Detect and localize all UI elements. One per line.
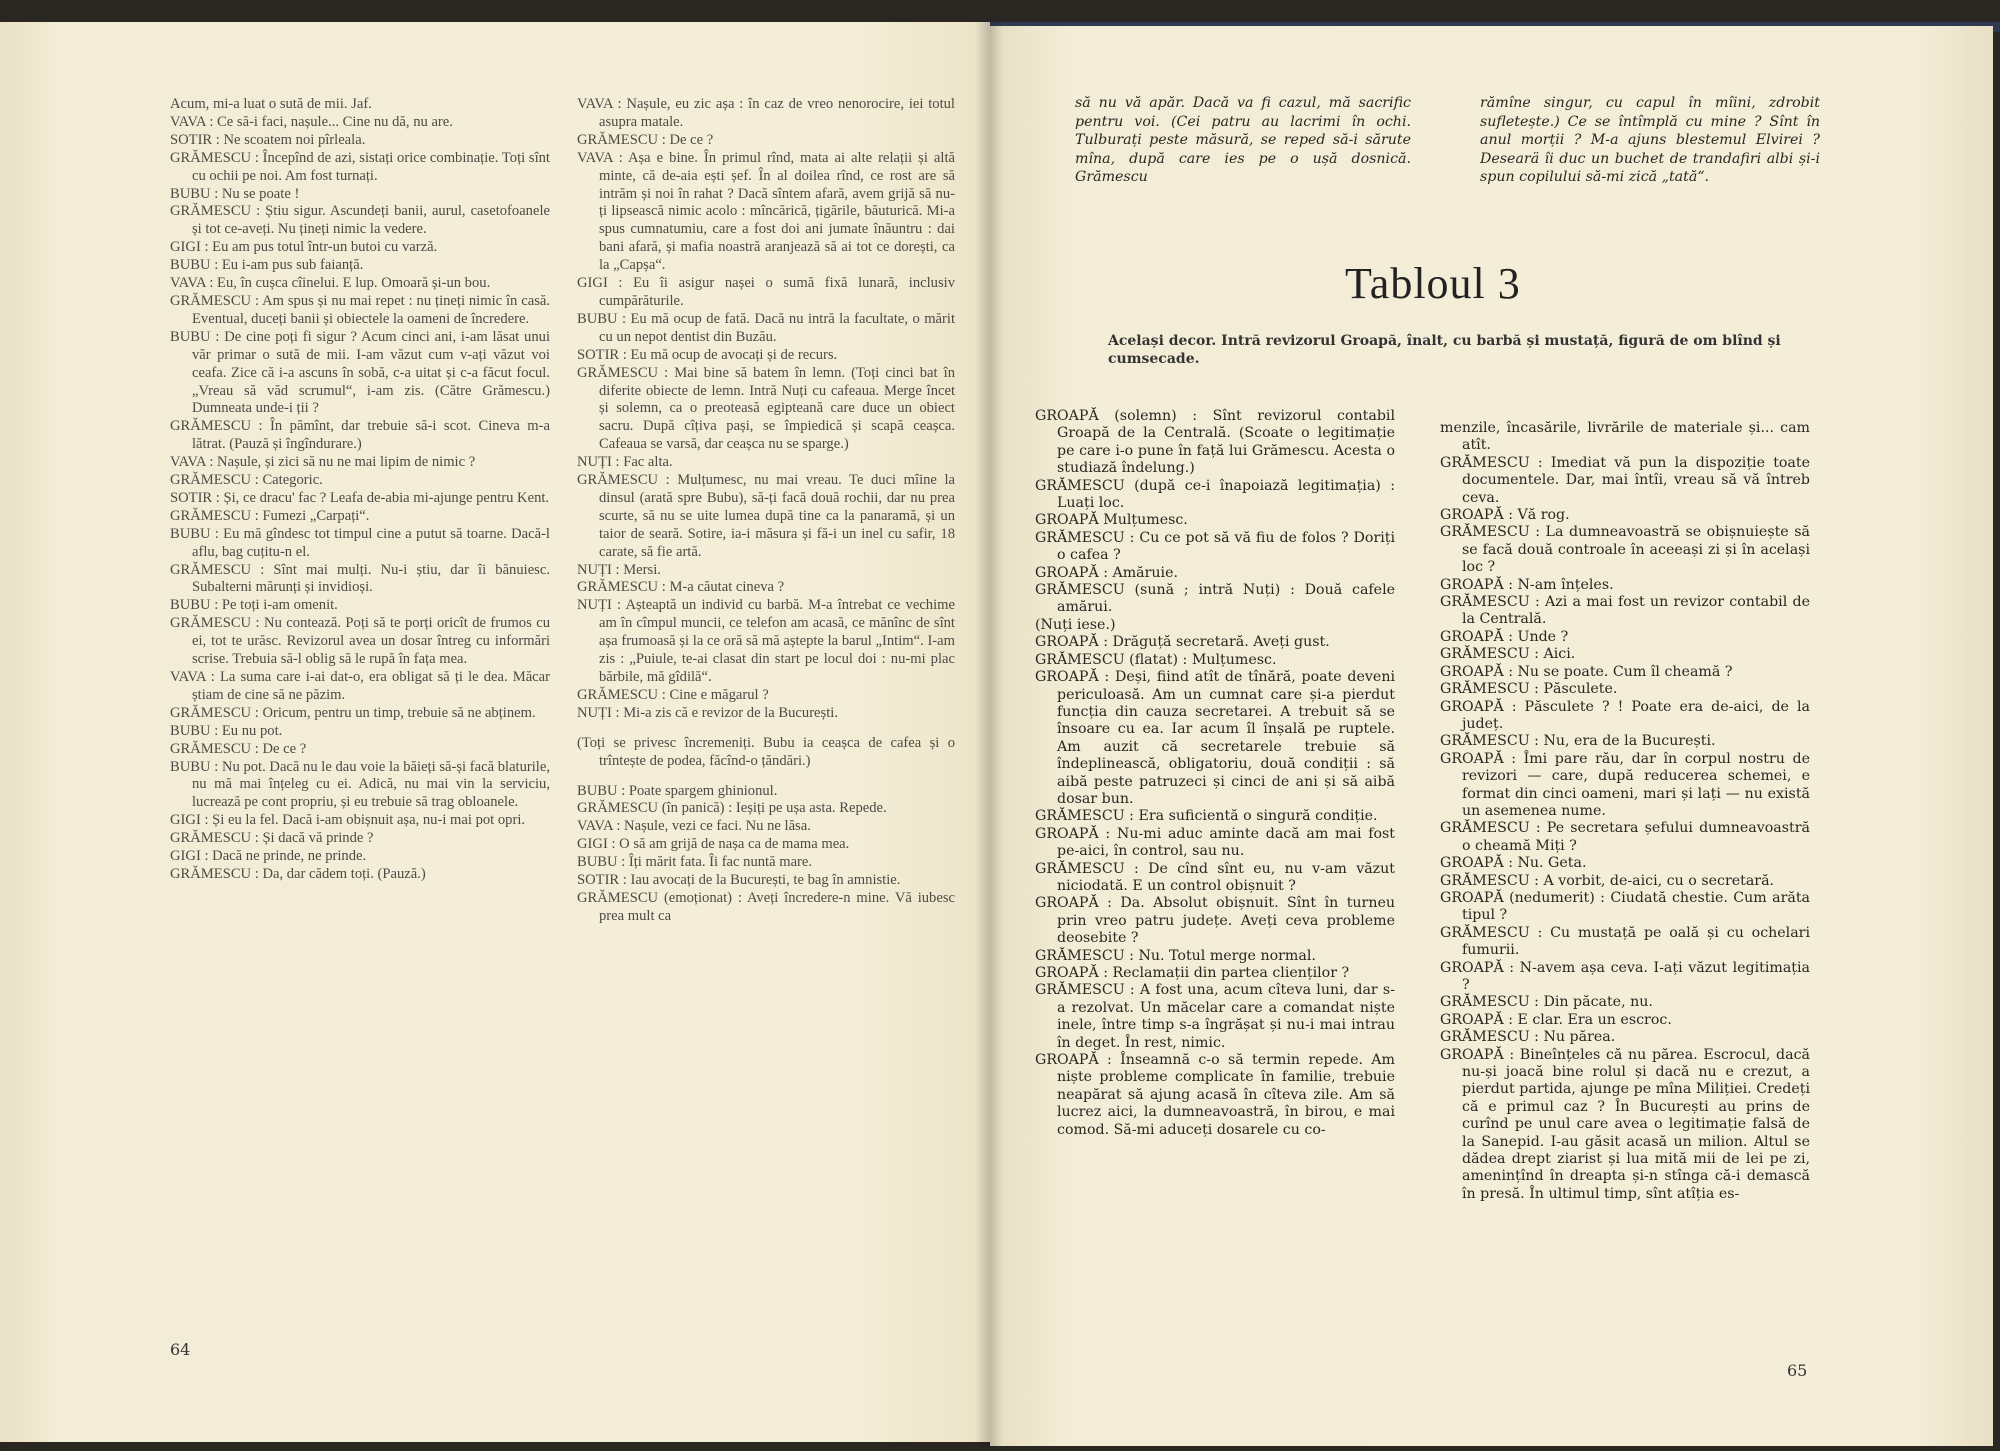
- text-paragraph: GRĂMESCU : Nu. Totul merge normal.: [1035, 947, 1316, 964]
- text-paragraph: GRĂMESCU (flatat) : Mulțumesc.: [1035, 651, 1277, 668]
- text-paragraph: GRĂMESCU : Era suficientă o singură condiție.: [1035, 808, 1378, 825]
- text-paragraph: GRĂMESCU : De ce ?: [170, 740, 307, 757]
- text-paragraph: GROAPĂ (nedumerit) : Ciudată chestie. Cum arăta tipul ?: [1440, 889, 1810, 924]
- stage-direction-decor: Același decor. Intră revizorul Groapă, înalt, cu barbă și mustață, figură de om blînd și cumsecade.: [1108, 333, 1781, 367]
- text-paragraph: GRĂMESCU : Sînt mai mulți. Nu-i știu, dar îi bănuiesc. Subalterni mărunți și invidioși.: [170, 561, 550, 596]
- text-paragraph: GROAPĂ Mulțumesc.: [1035, 512, 1188, 529]
- text-paragraph: VAVA : Ce să-i faci, nașule... Cine nu dă, nu are.: [170, 113, 453, 130]
- text-paragraph: GRĂMESCU : Aici.: [1440, 646, 1576, 663]
- text-paragraph: GRĂMESCU : Din păcate, nu.: [1440, 994, 1653, 1011]
- text-paragraph: VAVA : Nașule, vezi ce faci. Nu ne lăsa.: [577, 818, 811, 835]
- text-paragraph: GRĂMESCU : În pămînt, dar trebuie să-i scot. Cineva m-a lătrat. (Pauză și îngîndurare.): [170, 418, 550, 453]
- text-paragraph: GROAPĂ : Îmi pare rău, dar în corpul nostru de revizori — care, după reducerea schemei, e format din cinci oameni, mari și lați — nu există un asemenea nume.: [1440, 750, 1810, 819]
- page-number-right: 65: [1787, 1361, 1808, 1380]
- text-paragraph: GRĂMESCU : Azi a mai fost un revizor contabil de la Centrală.: [1440, 594, 1810, 628]
- right-page: [990, 26, 1993, 1446]
- text-paragraph: GRĂMESCU : Fumezi „Carpați“.: [170, 507, 370, 524]
- text-paragraph: BUBU : Îți mărit fata. Îi fac nuntă mare.: [577, 854, 813, 871]
- text-paragraph: GROAPĂ : Vă rog.: [1440, 507, 1570, 524]
- book-gutter: [975, 22, 1003, 1446]
- right-top-column-1: să nu vă apăr. Dacă va fi cazul, mă sacrific pentru voi. (Cei patru au lacrimi în ochi. Tulburați peste măsură, se reped să-i sărute mîna, după care ies pe o ușă dosnică. Grămescu: [1075, 95, 1411, 185]
- text-paragraph: GRĂMESCU : Da, dar cădem toți. (Pauză.): [170, 865, 426, 882]
- text-paragraph: GRĂMESCU : Cine e măgarul ?: [577, 686, 769, 703]
- text-paragraph: BUBU : Poate spargem ghinionul.: [577, 782, 778, 799]
- scene-title: Tabloul 3: [1345, 259, 1521, 308]
- text-paragraph: GROAPĂ : Bineînțeles că nu părea. Escrocul, dacă nu-și joacă bine rolul și dacă nu e crezut, a pierdut partida, ajunge pe mîna Miliției. Credeți că e primul caz ? În București au prins de curînd pe unul care avea o legitimație falsă de la Sanepid. I-au găsit acasă un milion. Altul se dădea drept ziarist și lua mită mii de lei pe zi, amenințînd în dreapta și-n stînga că-i demască în presă. În ultimul timp, sînt atîția es-: [1440, 1046, 1810, 1202]
- text-paragraph: GRĂMESCU (în panică) : Ieșiți pe ușa asta. Repede.: [577, 800, 887, 817]
- text-paragraph: NUȚI : Fac alta.: [577, 454, 673, 471]
- text-paragraph: BUBU : Nu se poate !: [170, 185, 300, 202]
- text-paragraph: GRĂMESCU (sună ; intră Nuți) : Două cafele amărui.: [1035, 582, 1395, 616]
- text-paragraph: VAVA : Nașule, și zici să nu ne mai lipim de nimic ?: [170, 454, 476, 471]
- text-paragraph: GRĂMESCU : Mai bine să batem în lemn. (Toți cinci bat în diferite obiecte de lemn. Intră Nuți cu cafeaua. Merge încet și solemn, ca o preoteasă egipteană care duce un obiect sacru. După cîțiva pași, se împiedică și scapă ceașca. Cafeaua se varsă, dar ceașca nu se sparge.): [577, 364, 955, 453]
- text-paragraph: GIGI : O să am grijă de nașa ca de mama mea.: [577, 836, 850, 853]
- text-paragraph: GROAPĂ : Nu se poate. Cum îl cheamă ?: [1440, 663, 1733, 680]
- text-paragraph: SOTIR : Și, ce dracu' fac ? Leafa de-abia mi-ajunge pentru Kent.: [170, 489, 550, 506]
- text-paragraph: GRĂMESCU : Cu ce pot să vă fiu de folos ? Doriți o cafea ?: [1035, 529, 1395, 564]
- text-paragraph: GRĂMESCU : Imediat vă pun la dispoziție toate documentele. Dar, mai întîi, vreau să vă întreb ceva.: [1440, 454, 1810, 506]
- text-paragraph: NUȚI : Mersi.: [577, 561, 661, 578]
- text-paragraph: GROAPĂ : Da. Absolut obișnuit. Sînt în turneu prin vreo patru județe. Aveți ceva probleme deosebite ?: [1035, 895, 1395, 947]
- text-paragraph: GRĂMESCU : De ce ?: [577, 131, 714, 148]
- text-paragraph: VAVA : Eu, în cușca cîinelui. E lup. Omoară și-un bou.: [170, 275, 491, 292]
- text-paragraph: GRĂMESCU : Știu sigur. Ascundeți banii, aurul, casetofoanele și tot ce-aveți. Nu țineți nimic la vedere.: [170, 203, 550, 238]
- text-paragraph: GROAPĂ : Nu-mi aduc aminte dacă am mai fost pe-aici, în control, sau nu.: [1035, 825, 1395, 860]
- text-paragraph: GRĂMESCU : Am spus și nu mai repet : nu țineți nimic în casă. Eventual, duceți banii și obiectele la oameni de încredere.: [170, 292, 550, 327]
- text-paragraph: BUBU : Eu i-am pus sub faianță.: [170, 257, 364, 274]
- page-number-left: 64: [170, 1340, 191, 1359]
- text-paragraph: BUBU : Eu mă gîndesc tot timpul cine a putut să toarne. Dacă-l aflu, bag cuțitu-n el.: [170, 525, 550, 560]
- text-paragraph: GRĂMESCU : Nu contează. Poți să te porți oricît de frumos cu ei, tot te urăsc. Revizorul avea un dosar întreg cu informări scrise. Trebuia să-l oblig să le rupă în fața mea.: [170, 615, 550, 668]
- text-paragraph: SOTIR : Eu mă ocup de avocați și de recurs.: [577, 346, 838, 363]
- text-paragraph: BUBU : Nu pot. Dacă nu le dau voie la băieți să-și facă blaturile, nu mă mai înțeleg cu ei. Adică, nu mai vin la serviciu, lucrează pe cont propriu, și eu trebuie să trag obloanele.: [170, 758, 550, 811]
- text-paragraph: GRĂMESCU : Cu mustață pe oală și cu ochelari fumurii.: [1440, 924, 1810, 959]
- text-paragraph: GRĂMESCU (după ce-i înapoiază legitimația) : Luați loc.: [1035, 477, 1395, 512]
- text-paragraph: GROAPĂ : Drăguță secretară. Aveți gust.: [1035, 634, 1330, 651]
- text-paragraph: GRĂMESCU : Pe secretara șefului dumneavoastră o cheamă Miți ?: [1440, 820, 1810, 854]
- text-paragraph: GROAPĂ : Păsculete ? ! Poate era de-aici, de la județ.: [1440, 698, 1810, 732]
- text-paragraph: SOTIR : Iau avocați de la București, te bag în amnistie.: [577, 872, 901, 889]
- text-paragraph: GROAPĂ : N-am înțeles.: [1440, 576, 1614, 593]
- text-paragraph: GRĂMESCU : Mulțumesc, nu mai vreau. Te duci mîine la dinsul (arată spre Bubu), să-ți facă două rochii, dar nu prea scurte, să nu se uite lumea după tine ca la panaramă, și un taior de seară. Sotire, ia-i măsura și fă-i un inel cu safir, 18 carate, să fie artă.: [577, 472, 955, 560]
- text-paragraph: GROAPĂ (solemn) : Sînt revizorul contabil Groapă de la Centrală. (Scoate o legitimație pe care i-o pune în față lui Grămescu. Acesta o studiază îndelung.): [1035, 408, 1395, 477]
- text-paragraph: GROAPĂ : Reclamații din partea clienților ?: [1035, 965, 1350, 981]
- text-paragraph: GRĂMESCU : A vorbit, de-aici, cu o secretară.: [1440, 872, 1775, 889]
- text-paragraph: VAVA : La suma care i-ai dat-o, era obligat să ți le dea. Măcar știam de cine să ne păzim.: [170, 669, 550, 703]
- text-paragraph: (Toți se privesc încremeniți. Bubu ia ceașca de cafea și o trîntește de podea, făcînd-o țăndări.): [577, 734, 955, 769]
- right-top-column-2: rămîne singur, cu capul în mîini, zdrobit sufletește.) Ce se întîmplă cu mine ? Sînt în anul morții ? M-a ajuns blestemul Elvirei ? Desearä îi duc un buchet de trandafiri albi și-i spun copilului să-mi zică „tată“.: [1480, 95, 1820, 185]
- text-paragraph: GRĂMESCU : De cînd sînt eu, nu v-am văzut niciodată. E un control obișnuit ?: [1035, 860, 1395, 894]
- text-paragraph: GRĂMESCU (emoționat) : Aveți încredere-n mine. Vă iubesc prea mult ca: [577, 889, 955, 924]
- text-paragraph: SOTIR : Ne scoatem noi pîrleala.: [170, 131, 366, 148]
- text-paragraph: GRĂMESCU : Oricum, pentru un timp, trebuie să ne abținem.: [170, 704, 536, 721]
- text-paragraph: (Nuți iese.): [1035, 616, 1116, 633]
- right-column-2: [1440, 420, 1810, 1203]
- text-paragraph: GRĂMESCU : La dumneavoastră se obișnuiește să se facă două controale în aceeași zi și în același loc ?: [1440, 524, 1810, 576]
- text-paragraph: BUBU : De cine poți fi sigur ? Acum cinci ani, i-am lăsat unui văr primar o sută de mii. I-am văzut cum v-ați văzut voi ceafa. Zice că i-a ascuns în sobă, c-a uitat și c-a făcut focul. „Vreau să văd scrumul“, i-am zis. (Către Grămescu.) Dumneata unde-i ții ?: [170, 328, 550, 417]
- text-paragraph: GRĂMESCU : Nu, era de la București.: [1440, 733, 1716, 750]
- text-paragraph: BUBU : Eu mă ocup de fată. Dacă nu intră la facultate, o mărit cu un nepot dentist din Buzău.: [577, 310, 955, 345]
- left-column-1: [170, 96, 550, 884]
- text-paragraph: VAVA : Nașule, eu zic așa : în caz de vreo nenorocire, iei totul asupra matale.: [577, 96, 955, 130]
- text-paragraph: GIGI : Și eu la fel. Dacă i-am obișnuit așa, nu-i mai pot opri.: [170, 812, 526, 829]
- text-paragraph: GRĂMESCU : Nu părea.: [1440, 1029, 1616, 1046]
- left-page: [0, 22, 990, 1442]
- text-paragraph: GRĂMESCU : Categoric.: [170, 472, 323, 489]
- right-column-1: [1035, 408, 1395, 1139]
- text-paragraph: BUBU : Eu nu pot.: [170, 722, 283, 739]
- text-paragraph: GROAPĂ : Unde ?: [1440, 628, 1569, 645]
- text-paragraph: GRĂMESCU : Păsculete.: [1440, 681, 1618, 698]
- text-paragraph: menzile, încasările, livrările de materiale și... cam atît.: [1440, 420, 1810, 454]
- text-paragraph: NUȚI : Mi-a zis că e revizor de la București.: [577, 704, 838, 721]
- text-paragraph: BUBU : Pe toți i-am omenit.: [170, 597, 338, 614]
- text-paragraph: GIGI : Eu am pus totul într-un butoi cu varză.: [170, 239, 438, 256]
- text-paragraph: Acum, mi-a luat o sută de mii. Jaf.: [170, 96, 372, 112]
- text-paragraph: GRĂMESCU : M-a căutat cineva ?: [577, 579, 785, 596]
- text-paragraph: VAVA : Așa e bine. În primul rînd, mata ai alte relații și altă minte, că de-aia ești șef. În al doilea rînd, ce rost are să intrăm și noi în rahat ? Dacă sîntem afară, avem grijă să nu-ți lipsească nimic acolo : mîncărică, țigările, băuturică. Mi-a spus cumnatumiu, care a fost doi ani jumate înăuntru : dai bani afară, și mafia noastră aranjează să ai tot ce dorești, ca la „Capșa“.: [577, 149, 955, 274]
- text-paragraph: GROAPĂ : Deși, fiind atît de tînără, poate deveni periculoasă. Am un cumnat care și-a pierdut funcția din cauza secretarei. A trebuit să se însoare cu ea. Iar acum îl înșală pe ruptele. Am auzit că secretarele trebuie să îndeplinească, obligatoriu, două condiții : să aibă peste patruzeci și cinci de ani și să aibă dosar bun.: [1035, 669, 1395, 807]
- left-column-2: [577, 96, 955, 926]
- text-paragraph: GROAPĂ : Nu. Geta.: [1440, 855, 1587, 872]
- text-paragraph: GIGI : Eu îi asigur nașei o sumă fixă lunară, inclusiv cumpărăturile.: [577, 275, 955, 309]
- text-paragraph: GRĂMESCU : Începînd de azi, sistați orice combinație. Toți sînt cu ochii pe noi. Am fost turnați.: [170, 149, 550, 184]
- text-paragraph: GROAPĂ : N-avem așa ceva. I-ați văzut legitimația ?: [1440, 959, 1810, 993]
- text-paragraph: GROAPĂ : Înseamnă c-o să termin repede. Am niște probleme complicate în familie, trebuie neapărat să ajung acasă în cîteva zile. Am să lucrez aici, la dumneavoastră, în birou, e mai comod. Să-mi aduceți dosarele cu co-: [1035, 1052, 1395, 1138]
- text-paragraph: GRĂMESCU : Și dacă vă prinde ?: [170, 830, 374, 847]
- text-paragraph: GIGI : Dacă ne prinde, ne prinde.: [170, 848, 367, 865]
- text-paragraph: NUȚI : Așteaptă un individ cu barbă. M-a întrebat ce vechime am în cîmpul muncii, ce telefon am acasă, ce mănînc de sînt așa frumoasă și la ce oră să mă aștepte la barul „Intim“. I-am zis : „Puiule, te-ai clasat din start pe locul doi : nu-mi plac bărbile, mă gîdilă“.: [577, 597, 955, 685]
- text-paragraph: GROAPĂ : E clar. Era un escroc.: [1440, 1011, 1672, 1028]
- text-paragraph: GROAPĂ : Amăruie.: [1035, 564, 1179, 581]
- text-paragraph: GRĂMESCU : A fost una, acum cîteva luni, dar s-a rezolvat. Un măcelar care a comandat niște inele, între timp s-a îngrășat și nu-i mai intrau în deget. În rest, nimic.: [1035, 982, 1395, 1051]
